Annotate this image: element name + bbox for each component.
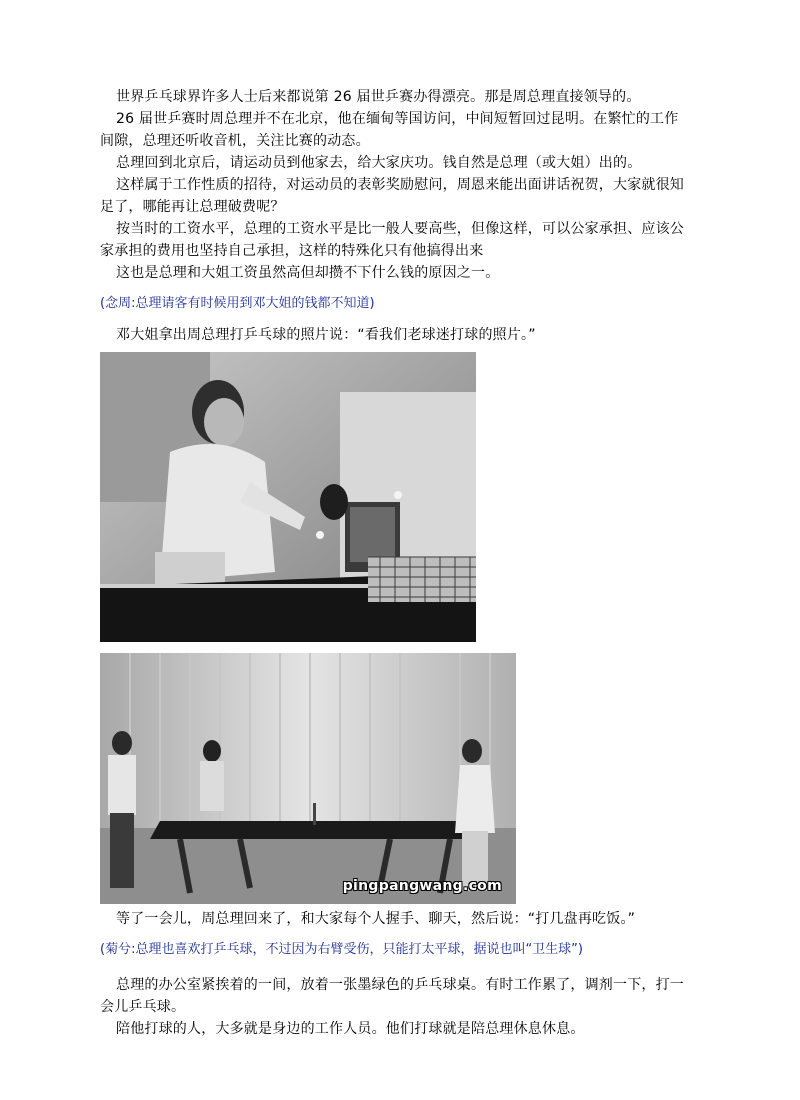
- paragraph-1: 世界乒乓球界许多人士后来都说第 26 届世乒赛办得漂亮。那是周总理直接领导的。: [116, 89, 641, 105]
- photo-group-playing-graphic: [100, 653, 516, 904]
- photo-premier-playing-graphic: [100, 352, 476, 642]
- editor-note-2: (菊兮:总理也喜欢打乒乓球，不过因为右臂受伤，只能打太平球，据说也叫“卫生球”): [100, 942, 583, 957]
- paragraph-partners: 陪他打球的人，大多就是身边的工作人员。他们打球就是陪总理休息休息。: [116, 1021, 585, 1037]
- paragraph-after-photos: 等了一会儿，周总理回来了，和大家每个人握手、聊天，然后说：“打几盘再吃饭。”: [116, 911, 636, 927]
- paragraph-3: 总理回到北京后，请运动员到他家去，给大家庆功。钱自然是总理（或大姐）出的。: [116, 155, 642, 171]
- paragraph-4: 这样属于工作性质的招待，对运动员的表彰奖励慰问，周恩来能出面讲话祝贺，大家就很知足了，哪能再让总理破费呢？: [100, 177, 684, 215]
- paragraph-5: 按当时的工资水平，总理的工资水平是比一般人要高些，但像这样，可以公家承担、应该公家承担的费用也坚持自己承担，这样的特殊化只有他搞得出来: [100, 221, 684, 259]
- photo-intro-caption: 邓大姐拿出周总理打乒乓球的照片说：“看我们老球迷打球的照片。”: [116, 327, 536, 343]
- photo-group-playing: [100, 653, 516, 904]
- editor-note-1: (念周:总理请客有时候用到邓大姐的钱都不知道): [100, 296, 375, 311]
- paragraph-2: 26 届世乒赛时周总理并不在北京，他在缅甸等国访问，中间短暂回过昆明。在繁忙的工作间隙，总理还听收音机，关注比赛的动态。: [100, 111, 679, 149]
- photo-watermark: pingpangwang.com: [342, 878, 502, 894]
- photo-premier-playing: [100, 352, 476, 642]
- paragraph-6: 这也是总理和大姐工资虽然高但却攒不下什么钱的原因之一。: [116, 265, 500, 281]
- paragraph-office: 总理的办公室紧挨着的一间，放着一张墨绿色的乒乓球桌。有时工作累了，调剂一下，打一会儿乒乓球。: [100, 977, 684, 1015]
